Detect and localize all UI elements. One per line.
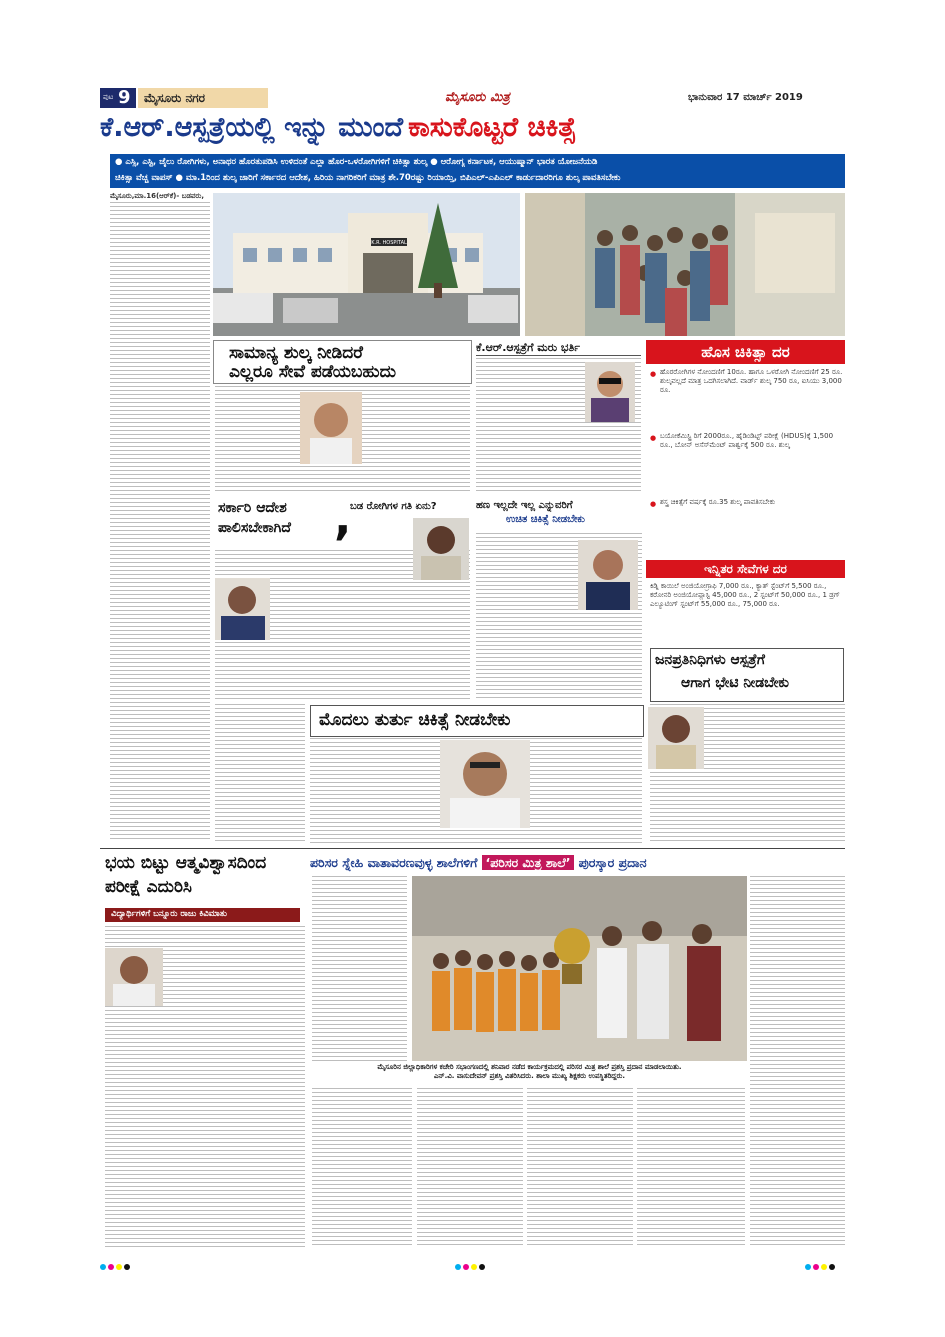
- rates-subtitle: ಇನ್ನಿತರ ಸೇವೆಗಳ ದರ: [646, 560, 845, 578]
- lead-headline-part2: ಕಾಸುಕೊಟ್ಟರೆ ಚಿಕಿತ್ಸೆ: [408, 112, 577, 143]
- award-caption-line1: ಮೈಸೂರಿನ ಜಿಲ್ಲಾಧಿಕಾರಿಗಳ ಕಚೇರಿ ಸಭಾಂಗಣದಲ್ಲಿ ಶನಿವಾರ ನಡೆದ ಕಾರ್ಯಕ್ರಮದಲ್ಲಿ ಪರಿಸರ ಮಿತ್ರ ಶಾಲೆ ಪ್ರಶಸ್ತಿ ಪ್ರದಾನ ಮಾಡಲಾಯಿತು.: [377, 1063, 682, 1071]
- rates-item-3: ಶಸ್ತ್ರ ಚಿಕಿತ್ಸೆಗೆ ವರ್ಷಕ್ಕೆ ರೂ.35 ಶುಲ್ಕ ಪಾವತಿಸಬೇಕು: [660, 498, 776, 506]
- modalu-box: [310, 705, 644, 737]
- rates-title: ಹೊಸ ಚಿಕಿತ್ಸಾ ದರ: [646, 340, 845, 364]
- masthead: [100, 88, 845, 108]
- magenta-dot: [108, 1264, 114, 1270]
- bharti-box-title: ಕೆ.ಆರ್.ಆಸ್ಪತ್ರೆಗೆ ಮರು ಭರ್ತಿ: [476, 341, 580, 354]
- issue-date: ಭಾನುವಾರ 17 ಮಾರ್ಚ್ 2019: [688, 92, 803, 103]
- parisara-right-column: [750, 876, 845, 1248]
- modalu-portrait: [440, 740, 530, 828]
- exam-portrait: [105, 948, 163, 1006]
- hospital-sign: K.R. HOSPITAL: [371, 240, 407, 246]
- hana-line2: ಉಚಿತ ಚಿಕಿತ್ಸೆ ನೀಡಬೇಕು: [506, 514, 585, 525]
- award-ceremony-image: [412, 876, 747, 1061]
- bada-portrait: [413, 518, 469, 580]
- exam-strap: [105, 908, 300, 922]
- sarkari-line1: ಸರ್ಕಾರಿ ಆದೇಶ: [218, 500, 287, 516]
- bharti-rule: [476, 355, 641, 356]
- cyan-dot: [805, 1264, 811, 1270]
- parisara-body-top: [312, 876, 407, 1061]
- samanya-line2: ಎಲ್ಲರೂ ಸೇವೆ ಪಡೆಯಬಹುದು: [229, 362, 396, 382]
- samanya-line1: ಸಾಮಾನ್ಯ ಶುಲ್ಕ ನೀಡಿದರೆ: [229, 343, 363, 363]
- cyan-dot: [100, 1264, 106, 1270]
- cyan-dot: [455, 1264, 461, 1270]
- patients-queue-image: [525, 193, 845, 336]
- hana-line1: ಹಣ ಇಲ್ಲದೇ ಇಲ್ಲ ಎನ್ನುವರಿಗೆ: [476, 500, 573, 511]
- rates-panel: [646, 340, 845, 642]
- lead-dateline: ಮೈಸೂರು,ಮಾ.16(ಆರ್‌ಕೆ)- ಬಡವರು,: [110, 192, 205, 200]
- hospital-building-image: [213, 193, 520, 336]
- bullet-icon: ●: [650, 500, 657, 508]
- janapra-box: [650, 648, 844, 702]
- rates-item-1: ಹೊರರೋಗಿಗಳ ನೋಂದಣಿಗೆ 10ರೂ. ಹಾಗೂ ಒಳರೋಗಿ ನೋಂದಣಿಗೆ 25 ರೂ. ಶುಲ್ಕವಲ್ಲದೆ ಮಾತ್ರ ಒದಗಿಸಲಾಗಿದೆ. ವಾರ್ಡ್ ಶುಲ್ಕ 750 ರೂ, ಐಸಿಯು 3,000 ರೂ.: [660, 368, 843, 394]
- yellow-dot: [821, 1264, 827, 1270]
- yellow-dot: [471, 1264, 477, 1270]
- lead-body-column1: [110, 202, 210, 840]
- janapra-line1: ಜನಪ್ರತಿನಿಧಿಗಳು ಆಸ್ಪತ್ರೆಗೆ: [655, 652, 765, 668]
- bullet-icon: ●: [650, 434, 657, 442]
- magenta-dot: [463, 1264, 469, 1270]
- parisara-col-3: [527, 1088, 633, 1248]
- black-dot: [124, 1264, 130, 1270]
- parisara-head-part2: ಪುರಸ್ಕಾರ ಪ್ರದಾನ: [578, 855, 647, 870]
- rates-item-2: ಬಯೋಕೆಮಿಸ್ಟ್ರಿ ರಿಗೆ 2000ರೂ., ಹೈಡಿಂಡಿಟ್ಟ್ ಪರೀಕ್ಷೆ (HDUS)ಕ್ಕೆ 1,500 ರೂ., ಬೋನ್ ಅಸೆಸ್‌ಮೆಂಟ್ ಪಾರ್ಶ್ವಕ್ಕೆ 500 ರೂ. ಶುಲ್ಕ: [660, 432, 834, 449]
- sarkari-portrait: [215, 578, 270, 640]
- modalu-title: ಮೊದಲು ತುರ್ತು ಚಿಕಿತ್ಸೆ ನೀಡಬೇಕು: [319, 710, 511, 730]
- exam-headline-line2: ಪರೀಕ್ಷೆ ಎದುರಿಸಿ: [105, 877, 192, 897]
- parisara-head-quote: ‘ಪರಿಸರ ಮಿತ್ರ ಶಾಲೆ’: [482, 855, 573, 870]
- section-name: ಮೈಸೂರು ನಗರ: [144, 91, 206, 105]
- hana-portrait: [578, 540, 638, 610]
- parisara-head-part1: ಪರಿಸರ ಸ್ನೇಹಿ ವಾತಾವರಣವುಳ್ಳ ಶಾಲೆಗಳಿಗೆ: [310, 855, 478, 870]
- award-photo: [412, 876, 747, 1061]
- parisara-col-4: [637, 1088, 745, 1248]
- page-number-badge: [100, 88, 136, 108]
- crowd-photo: [525, 193, 845, 336]
- award-caption: [312, 1063, 747, 1085]
- award-caption-line2: ಎನ್.ವಿ. ವಾಸುದೇವನ್ ಪ್ರಶಸ್ತಿ ವಿತರಿಸಿದರು. ಶಾಲಾ ಮುಖ್ಯ ಶಿಕ್ಷಕರು ಉಪಸ್ಥಿತರಿದ್ದರು.: [433, 1072, 626, 1080]
- exam-strap-text: ವಿದ್ಯಾರ್ಥಿಗಳಿಗೆ ಬನ್ನೂರು ರಾಜು ಕಿವಿಮಾತು: [111, 909, 228, 919]
- lead-headline-part1: ಕೆ.ಆರ್.ಆಸ್ಪತ್ರೆಯಲ್ಲಿ ಇನ್ನು ಮುಂದೆ: [100, 112, 404, 143]
- magenta-dot: [813, 1264, 819, 1270]
- lead-strap: [110, 154, 845, 188]
- quote-mark-icon: ,: [334, 491, 352, 545]
- middle-continuation: [215, 704, 305, 844]
- parisara-col-1: [312, 1088, 412, 1248]
- exam-story-headline: [100, 853, 305, 903]
- black-dot: [479, 1264, 485, 1270]
- page-prefix: ಪುಟ: [103, 93, 114, 101]
- page-number: 9: [118, 87, 131, 108]
- sarkari-line2: ಪಾಲಿಸಬೇಕಾಗಿದೆ: [218, 520, 291, 536]
- section-divider: [100, 848, 845, 849]
- lead-strap-line1: ● ಎಸ್ಸಿ, ಎಸ್ಟಿ, ಜೈಲು ರೋಗಿಗಳು, ಅನಾಥರ ಹೊರತುಪಡಿಸಿ ಉಳಿದಂತೆ ಎಲ್ಲಾ ಹೊರ-ಒಳರೋಗಿಗಳಿಗೆ ಚಿಕಿತ್ಸಾ ಶುಲ್ಕ ● ಆರೋಗ್ಯ ಕರ್ನಾಟಕ, ಆಯುಷ್ಮಾನ್ ಭಾರತ ಯೋಜನೆಯಡಿ: [115, 157, 598, 167]
- registration-marks: [455, 1255, 487, 1274]
- janapra-portrait: [648, 707, 704, 769]
- hana-box: [476, 500, 642, 530]
- lead-headline: [100, 112, 845, 152]
- hospital-photo: [213, 193, 520, 336]
- janapra-line2: ಆಗಾಗ ಭೇಟಿ ನೀಡಬೇಕು: [681, 675, 790, 691]
- samanya-portrait: [300, 392, 362, 464]
- parisara-col-2: [417, 1088, 523, 1248]
- registration-marks: [100, 1255, 132, 1274]
- samanya-box-header: [213, 340, 472, 384]
- lead-strap-line2: ಚಿಕಿತ್ಸಾ ವೆಚ್ಚ ವಾಪಸ್ ● ಮಾ.1ರಿಂದ ಶುಲ್ಕ ಜಾರಿಗೆ ಸರ್ಕಾರದ ಆದೇಶ, ಹಿರಿಯ ನಾಗರಿಕರಿಗೆ ಮಾತ್ರ ಶೇ.70ರಷ್ಟು ರಿಯಾಯ್ತಿ, ಬಿಪಿಎಲ್-ಎಪಿಎಲ್ ಕಾರ್ಡುದಾರರಿಗೂ ಶುಲ್ಕ ಪಾವತಿಸಬೇಕು: [115, 173, 621, 183]
- paper-name: ಮೈಸೂರು ಮಿತ್ರ: [445, 90, 510, 105]
- parisara-headline: [310, 852, 845, 872]
- bada-box-title: ಬಡ ರೋಗಿಗಳ ಗತಿ ಏನು?: [350, 501, 437, 512]
- black-dot: [829, 1264, 835, 1270]
- sarkari-box: [213, 500, 343, 546]
- section-label: [138, 88, 268, 108]
- rates-other: ಕಿಡ್ನಿ ಕಾಯಿಲೆ ಅಂಜಿಯೋಗ್ರಾಫಿ 7,000 ರೂ., ಕ್ಯಾತ್ ಸ್ಟೆಂಟ್‌ಗೆ 5,500 ರೂ., ಕರೋನರಿ ಅಂಜಿಯೋಪ್ಲಾಸ್ಟಿ 45,000 ರೂ., 2 ಸ್ಟಂಟ್‌ಗೆ 50,000 ರೂ., 1 ಡ್ರಗ್ ಎಲ್ಯೂಟಿಂಗ್ ಸ್ಟಂಟ್‌ಗೆ 55,000 ರೂ., 75,000 ರೂ.: [650, 582, 840, 608]
- exam-headline-line1: ಭಯ ಬಿಟ್ಟು ಆತ್ಮವಿಶ್ವಾಸದಿಂದ: [105, 853, 267, 873]
- bharti-portrait: [585, 362, 635, 422]
- bullet-icon: ●: [650, 370, 657, 378]
- yellow-dot: [116, 1264, 122, 1270]
- registration-marks: [805, 1255, 837, 1274]
